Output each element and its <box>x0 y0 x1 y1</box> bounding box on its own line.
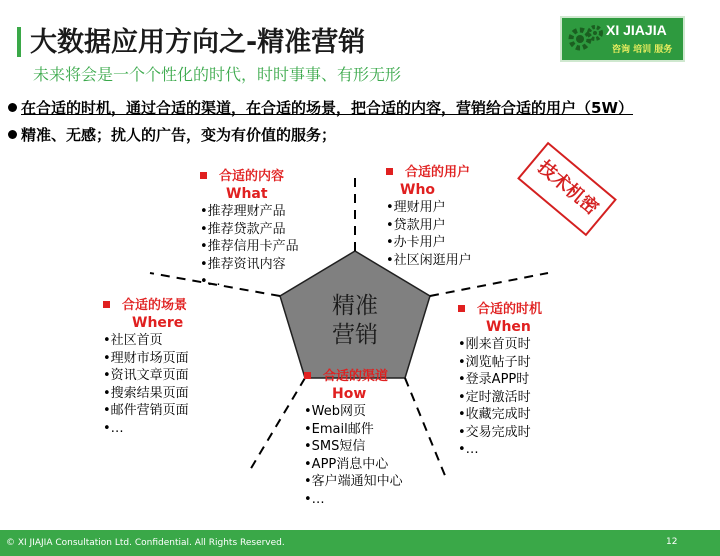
list-item: • 办卡用户 <box>386 234 472 252</box>
divider-bottom-left <box>250 378 305 470</box>
list-item: • … <box>458 441 542 459</box>
list-item: • 推荐资讯内容 <box>200 256 299 274</box>
list-item: • Email邮件 <box>304 421 403 439</box>
section-heading: 合适的渠道 <box>323 369 389 384</box>
list-item: • Web网页 <box>304 403 403 421</box>
page-number: 12 <box>666 537 678 547</box>
confidential-stamp: 技术机密 <box>517 142 617 237</box>
list-item: • 浏览帖子时 <box>458 354 542 372</box>
list-item: • 刚来首页时 <box>458 336 542 354</box>
list-item: • 推荐贷款产品 <box>200 221 299 239</box>
list-item: • SMS短信 <box>304 438 403 456</box>
red-square-icon <box>200 172 207 179</box>
list-item: • 推荐理财产品 <box>200 203 299 221</box>
list-item: • 客户端通知中心 <box>304 473 403 491</box>
list-item: • … <box>103 420 189 438</box>
list-item: • 理财市场页面 <box>103 350 189 368</box>
list-item: • … <box>304 491 403 509</box>
logo-main-text: XI JIAJIA <box>606 22 667 38</box>
section-heading: 合适的内容 <box>219 169 285 184</box>
bullet-text: 精准、无感；扰人的广告，变为有价值的服务； <box>21 126 337 144</box>
red-square-icon <box>458 305 465 312</box>
list-item: • 定时激活时 <box>458 389 542 407</box>
section-en-label: Where <box>132 314 184 331</box>
list-item: • APP消息中心 <box>304 456 403 474</box>
section-when <box>458 301 542 459</box>
center-label-line2: 营销 <box>332 322 378 348</box>
list-item: • … <box>200 273 299 291</box>
list-item: • 搜索结果页面 <box>103 385 189 403</box>
section-heading: 合适的时机 <box>477 302 543 317</box>
section-where <box>103 297 189 437</box>
footer-bar <box>0 530 720 556</box>
list-item: • 资讯文章页面 <box>103 367 189 385</box>
section-list <box>103 332 189 437</box>
section-heading: 合适的用户 <box>405 165 471 180</box>
page-subtitle: 未来将会是一个个性化的时代，时时事事、有形无形 <box>33 65 402 84</box>
section-en-label: What <box>226 185 268 202</box>
divider-right <box>430 273 548 296</box>
list-item: • 社区闲逛用户 <box>386 252 472 270</box>
section-list <box>458 336 542 459</box>
section-how <box>304 368 403 508</box>
list-item: • 推荐信用卡产品 <box>200 238 299 256</box>
list-item: • 贷款用户 <box>386 217 472 235</box>
red-square-icon <box>386 168 393 175</box>
list-item: • 交易完成时 <box>458 424 542 442</box>
section-heading: 合适的场景 <box>122 298 188 313</box>
section-list <box>386 199 472 269</box>
bullet-text: 在合适的时机，通过合适的渠道，在合适的场景，把合适的内容，营销给合适的用户（5W） <box>21 99 633 117</box>
section-list <box>200 203 299 291</box>
section-list <box>304 403 403 508</box>
section-en-label: How <box>332 385 367 402</box>
center-label <box>316 292 394 350</box>
section-who <box>386 164 472 269</box>
list-item: • 收藏完成时 <box>458 406 542 424</box>
footer-copyright: © XI JIAJIA Consultation Ltd. Confidential. All Rights Reserved. <box>6 538 285 548</box>
center-label-line1: 精准 <box>332 293 378 319</box>
red-square-icon <box>304 372 311 379</box>
list-item: • 社区首页 <box>103 332 189 350</box>
divider-bottom-right <box>405 378 446 478</box>
list-item: • 理财用户 <box>386 199 472 217</box>
section-en-label: Who <box>400 181 436 198</box>
list-item: • 邮件营销页面 <box>103 402 189 420</box>
section-what <box>200 168 299 291</box>
logo-sub-text: 咨询 培训 服务 <box>612 45 673 55</box>
page-title: 大数据应用方向之-精准营销 <box>30 27 366 58</box>
section-en-label: When <box>486 318 531 335</box>
red-square-icon <box>103 301 110 308</box>
list-item: • 登录APP时 <box>458 371 542 389</box>
